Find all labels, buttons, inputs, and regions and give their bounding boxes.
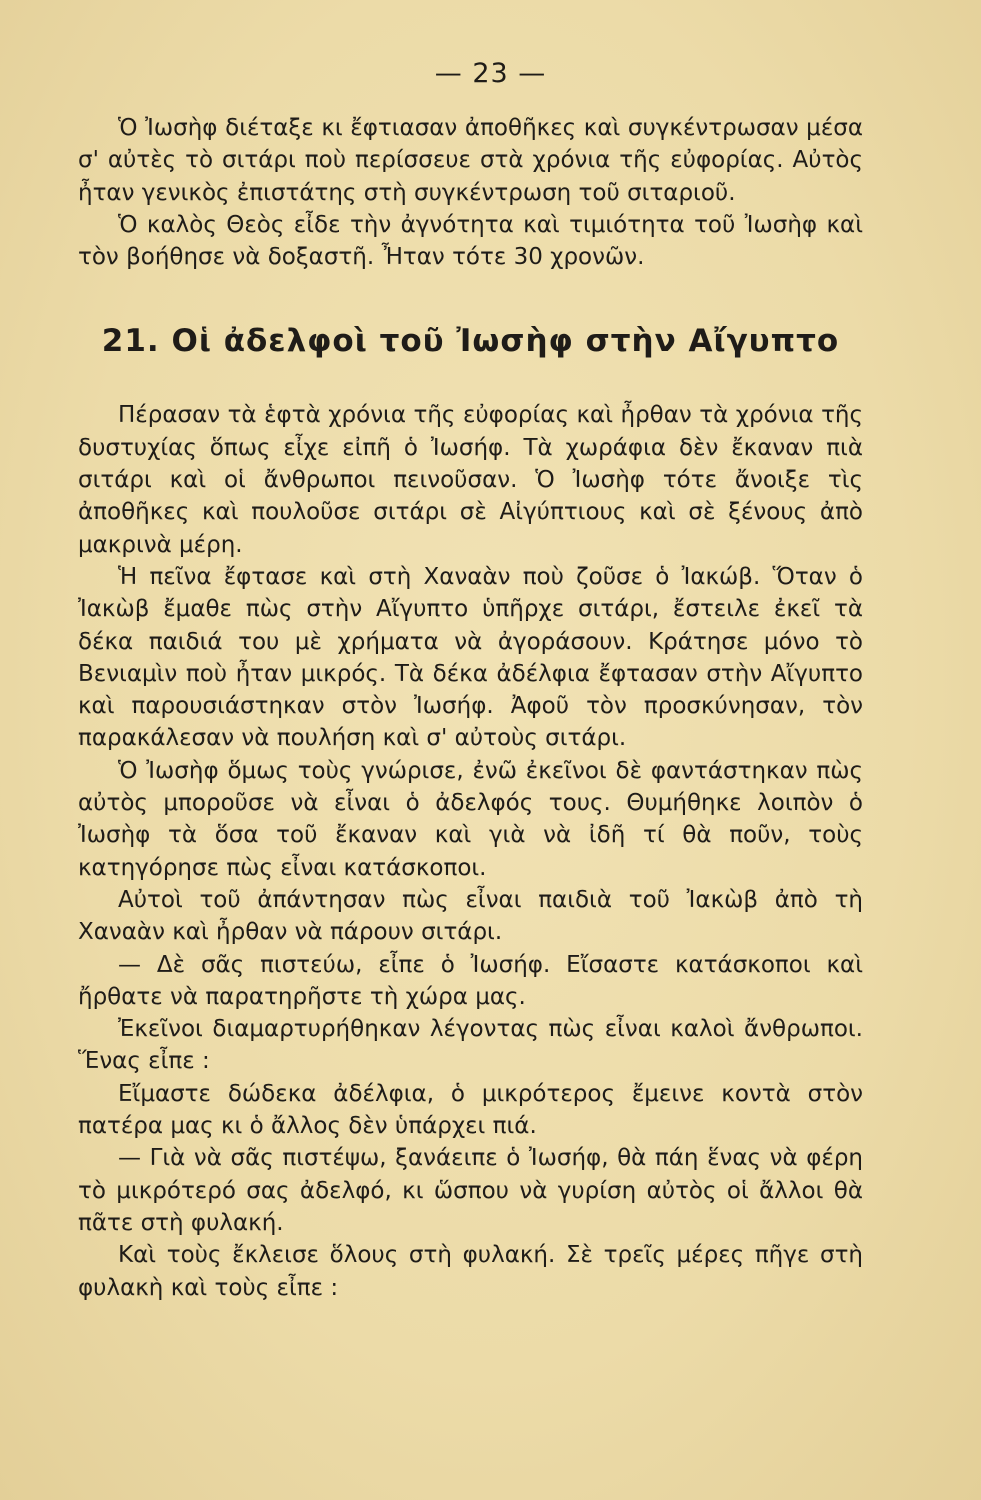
body-paragraph-4: Αὐτοὶ τοῦ ἀπάντησαν πὼς εἶναι παιδιὰ τοῦ Ἰακὼβ ἀπὸ τὴ Χαναὰν καὶ ἦρθαν νὰ πάρουν σιτάρι. bbox=[78, 886, 863, 946]
body-paragraph-3: Ὁ Ἰωσὴφ ὅμως τοὺς γνώρισε, ἐνῶ ἐκεῖνοι δὲ φαντάστηκαν πὼς αὐτὸς μποροῦσε νὰ εἶναι ὁ ἀδελφός τους. Θυμήθηκε λοιπὸν ὁ Ἰωσὴφ τὰ ὅσα τοῦ ἔκαναν καὶ γιὰ νὰ ἰδῆ τί θὰ ποῦν, τοὺς κατηγόρησε πὼς εἶναι κατάσκοποι. bbox=[78, 757, 863, 881]
body-paragraph-1: Πέρασαν τὰ ἑφτὰ χρόνια τῆς εὐφορίας καὶ ἦρθαν τὰ χρόνια τῆς δυστυχίας ὅπως εἶχε εἰπῆ ὁ Ἰωσήφ. Τὰ χωράφια δὲν ἔκαναν πιὰ σιτάρι καὶ οἱ ἄνθρωποι πεινοῦσαν. Ὁ Ἰωσὴφ τότε ἄνοιξε τὶς ἀποθῆκες καὶ πουλοῦσε σιτάρι σὲ Αἰγύπτιους καὶ σὲ ξένους ἀπὸ μακρινὰ μέρη. bbox=[78, 402, 863, 558]
body-paragraph-8: — Γιὰ νὰ σᾶς πιστέψω, ξανάειπε ὁ Ἰωσήφ, θὰ πάη ἕνας νὰ φέρη τὸ μικρότερό σας ἀδελφό, κι ὥσπου νὰ γυρίση αὐτὸς οἱ ἄλλοι θὰ πᾶτε στὴ φυλακή. bbox=[78, 1145, 863, 1236]
page-content bbox=[78, 112, 863, 1304]
body-paragraph-9: Καὶ τοὺς ἔκλεισε ὅλους στὴ φυλακή. Σὲ τρεῖς μέρες πῆγε στὴ φυλακὴ καὶ τοὺς εἶπε : bbox=[78, 1242, 863, 1301]
body-paragraph-7: Εἴμαστε δώδεκα ἀδέλφια, ὁ μικρότερος ἔμεινε κοντὰ στὸν πατέρα μας κι ὁ ἄλλος δὲν ὑπάρχει πιά. bbox=[78, 1080, 863, 1140]
body-paragraph-5: — Δὲ σᾶς πιστεύω, εἶπε ὁ Ἰωσήφ. Εἴσαστε κατάσκοποι καὶ ἤρθατε νὰ παρατηρῆστε τὴ χώρα μας. bbox=[78, 951, 863, 1010]
chapter-heading: 21. Οἱ ἀδελφοὶ τοῦ Ἰωσὴφ στὴν Αἴγυπτο bbox=[101, 323, 840, 360]
intro-paragraph-2: Ὁ καλὸς Θεὸς εἶδε τὴν ἀγνότητα καὶ τιμιότητα τοῦ Ἰωσὴφ καὶ τὸν βοήθησε νὰ δοξαστῆ. Ἦταν τότε 30 χρονῶν. bbox=[78, 211, 863, 271]
body-paragraph-6: Ἐκεῖνοι διαμαρτυρήθηκαν λέγοντας πὼς εἶναι καλοὶ ἄνθρωποι. Ἕνας εἶπε : bbox=[78, 1016, 863, 1075]
body-paragraph-2: Ἡ πεῖνα ἔφτασε καὶ στὴ Χαναὰν ποὺ ζοῦσε ὁ Ἰακώβ. Ὅταν ὁ Ἰακὼβ ἔμαθε πὼς στὴν Αἴγυπτο ὑπῆρχε σιτάρι, ἔστειλε ἐκεῖ τὰ δέκα παιδιά του μὲ χρήματα νὰ ἀγοράσουν. Κράτησε μόνο τὸ Βενιαμὶν ποὺ ἦταν μικρός. Τὰ δέκα ἀδέλφια ἔφτασαν στὴν Αἴγυπτο καὶ παρουσιάστηκαν στὸν Ἰωσήφ. Ἀφοῦ τὸν προσκύνησαν, τὸν παρακάλεσαν νὰ πουλήση καὶ σ' αὐτοὺς σιτάρι. bbox=[78, 563, 863, 752]
page-number: — 23 — bbox=[434, 58, 547, 89]
intro-paragraph-1: Ὁ Ἰωσὴφ διέταξε κι ἔφτιασαν ἀποθῆκες καὶ συγκέντρωσαν μέσα σ' αὐτὲς τὸ σιτάρι ποὺ περίσσευε στὰ χρόνια τῆς εὐφορίας. Αὐτὸς ἦταν γενικὸς ἐπιστάτης στὴ συγκέντρωση τοῦ σιταριοῦ. bbox=[78, 115, 863, 206]
